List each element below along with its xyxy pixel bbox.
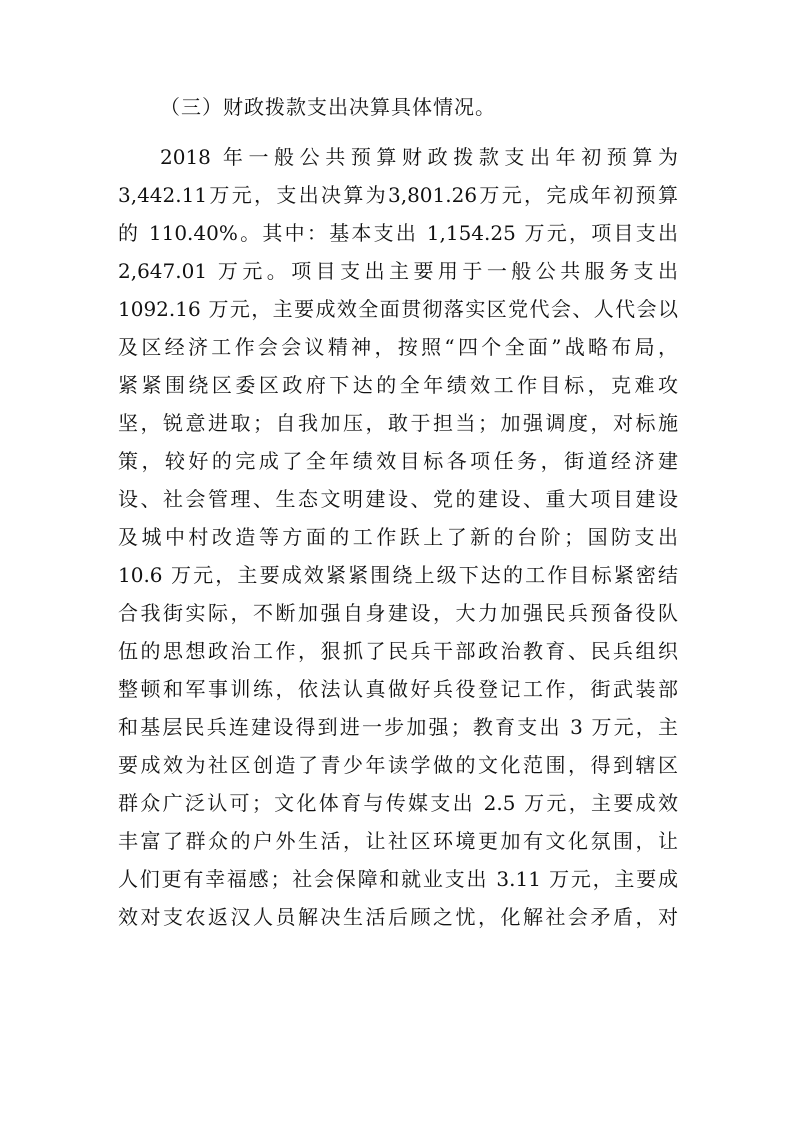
paragraph-line: 要成效为社区创造了青少年读学做的文化范围，得到辖区 <box>118 753 678 777</box>
paragraph-line: 2,647.01 万元。项目支出主要用于一般公共服务支出 <box>118 259 678 283</box>
paragraph-line: 伍的思想政治工作，狠抓了民兵干部政治教育、民兵组织 <box>118 639 678 663</box>
paragraph-line: 效对支农返汉人员解决生活后顾之忧，化解社会矛盾，对 <box>118 905 678 929</box>
paragraph-line: 丰富了群众的户外生活，让社区环境更加有文化氛围，让 <box>118 829 678 853</box>
section-heading: （三）财政拨款支出决算具体情况。 <box>160 95 496 119</box>
paragraph-line: 人们更有幸福感；社会保障和就业支出 3.11 万元，主要成 <box>118 867 678 891</box>
paragraph-line: 设、社会管理、生态文明建设、党的建设、重大项目建设 <box>118 487 678 511</box>
paragraph-line: 和基层民兵连建设得到进一步加强；教育支出 3 万元，主 <box>118 715 678 739</box>
paragraph-line: 紧紧围绕区委区政府下达的全年绩效工作目标，克难攻 <box>118 373 678 397</box>
paragraph-line: 策，较好的完成了全年绩效目标各项任务，街道经济建 <box>118 449 678 473</box>
body-paragraph <box>118 138 678 936</box>
paragraph-line: 及城中村改造等方面的工作跃上了新的台阶；国防支出 <box>118 525 678 549</box>
paragraph-line: 及区经济工作会会议精神，按照“四个全面”战略布局， <box>118 335 678 359</box>
paragraph-line: 1092.16 万元，主要成效全面贯彻落实区党代会、人代会以 <box>118 297 678 321</box>
paragraph-line: 整顿和军事训练，依法认真做好兵役登记工作，街武装部 <box>118 677 678 701</box>
paragraph-line: 群众广泛认可；文化体育与传媒支出 2.5 万元，主要成效 <box>118 791 678 815</box>
paragraph-line: 合我街实际，不断加强自身建设，大力加强民兵预备役队 <box>118 601 678 625</box>
paragraph-line: 的 110.40%。其中：基本支出 1,154.25 万元，项目支出 <box>118 221 678 245</box>
paragraph-line: 2018 年一般公共预算财政拨款支出年初预算为 <box>160 145 678 169</box>
paragraph-line: 3,442.11万元，支出决算为3,801.26万元，完成年初预算 <box>118 183 678 207</box>
paragraph-line: 10.6 万元，主要成效紧紧围绕上级下达的工作目标紧密结 <box>118 563 678 587</box>
paragraph-line: 坚，锐意进取；自我加压，敢于担当；加强调度，对标施 <box>118 411 678 435</box>
